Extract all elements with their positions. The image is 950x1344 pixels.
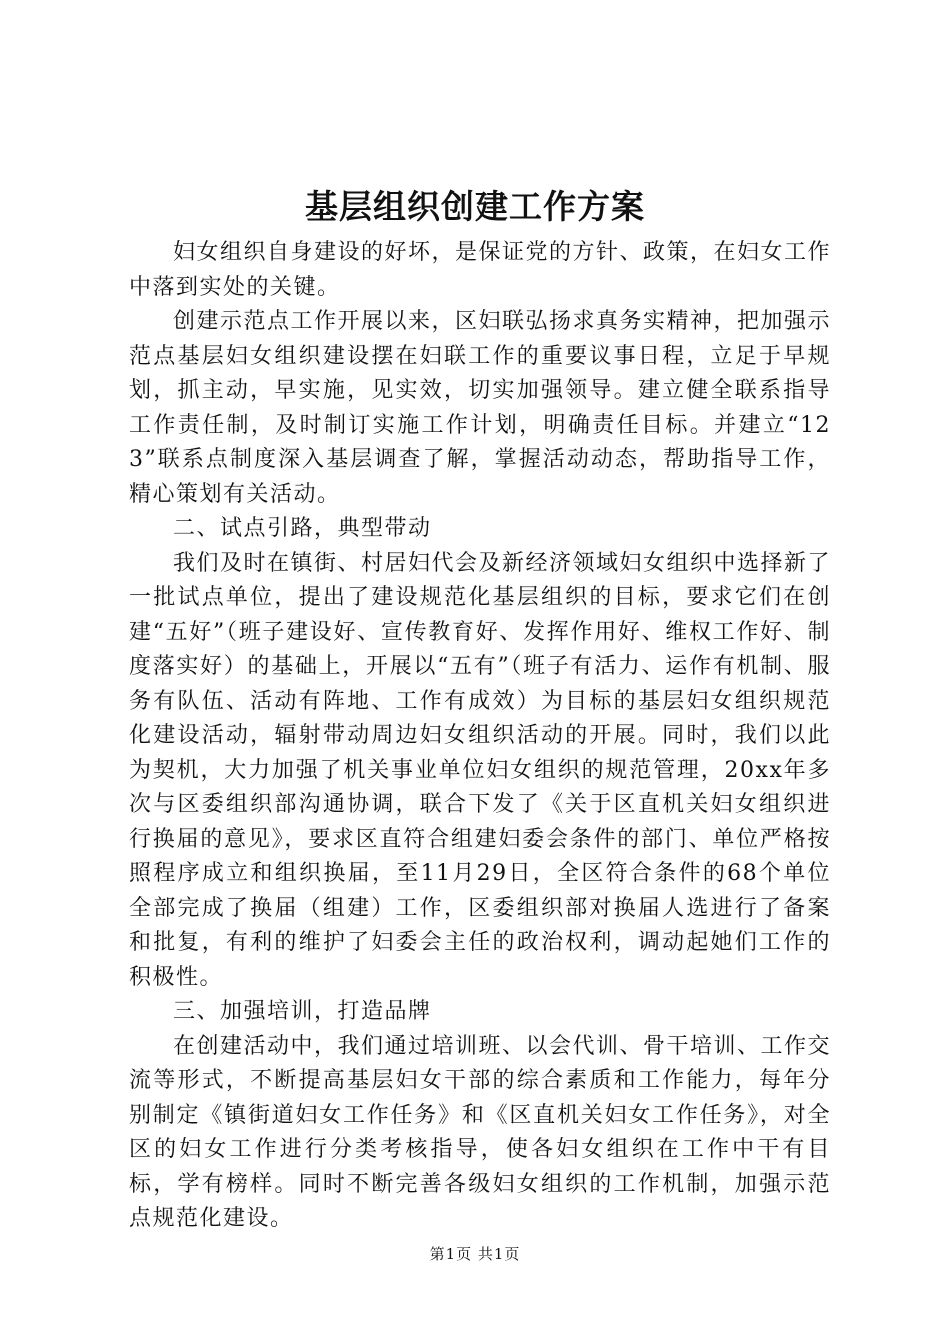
page-footer: 第1页 共1页 xyxy=(429,1245,521,1263)
section-heading-pilot: 二、试点引路，典型带动 xyxy=(173,516,432,541)
document-title: 基层组织创建工作方案 xyxy=(305,187,645,226)
paragraph-training: 在创建活动中，我们通过培训班、以会代训、骨干培训、工作交流等形式，不断提高基层妇女干部的综合素质和工作能力，每年分别制定《镇街道妇女工作任务》和《区直机关妇女工作任务》，对全区的妇女工作进行分类考核指导，使各妇女组织在工作中干有目标，学有榜样。同时不断完善各级妇女组织的工作机制，加强示范点规范化建设。 xyxy=(129,1033,832,1231)
paragraph-demonstration: 创建示范点工作开展以来，区妇联弘扬求真务实精神，把加强示范点基层妇女组织建设摆在妇联工作的重要议事日程，立足于早规划，抓主动，早实施，见实效，切实加强领导。建立健全联系指导工作责任制，及时制订实施工作计划，明确责任目标。并建立“123”联系点制度深入基层调查了解，掌握活动动态，帮助指导工作，精心策划有关活动。 xyxy=(129,309,832,507)
document-body xyxy=(129,236,831,1237)
paragraph-pilot: 我们及时在镇街、村居妇代会及新经济领域妇女组织中选择新了一批试点单位，提出了建设规范化基层组织的目标，要求它们在创建“五好”（班子建设好、宣传教育好、发挥作用好、维权工作好、制度落实好）的基础上，开展以“五有”（班子有活力、运作有机制、服务有队伍、活动有阵地、工作有成效）为目标的基层妇女组织规范化建设活动，辐射带动周边妇女组织活动的开展。同时，我们以此为契机，大力加强了机关事业单位妇女组织的规范管理，20xx年多次与区委组织部沟通协调，联合下发了《关于区直机关妇女组织进行换届的意见》，要求区直符合组建妇委会条件的部门、单位严格按照程序成立和组织换届，至11月29日，全区符合条件的68个单位全部完成了换届（组建）工作，区委组织部对换届人选进行了备案和批复，有利的维护了妇委会主任的政治权利，调动起她们工作的积极性。 xyxy=(129,550,832,990)
section-heading-training: 三、加强培训，打造品牌 xyxy=(173,999,432,1024)
paragraph-intro: 妇女组织自身建设的好坏，是保证党的方针、政策，在妇女工作中落到实处的关键。 xyxy=(129,240,832,300)
